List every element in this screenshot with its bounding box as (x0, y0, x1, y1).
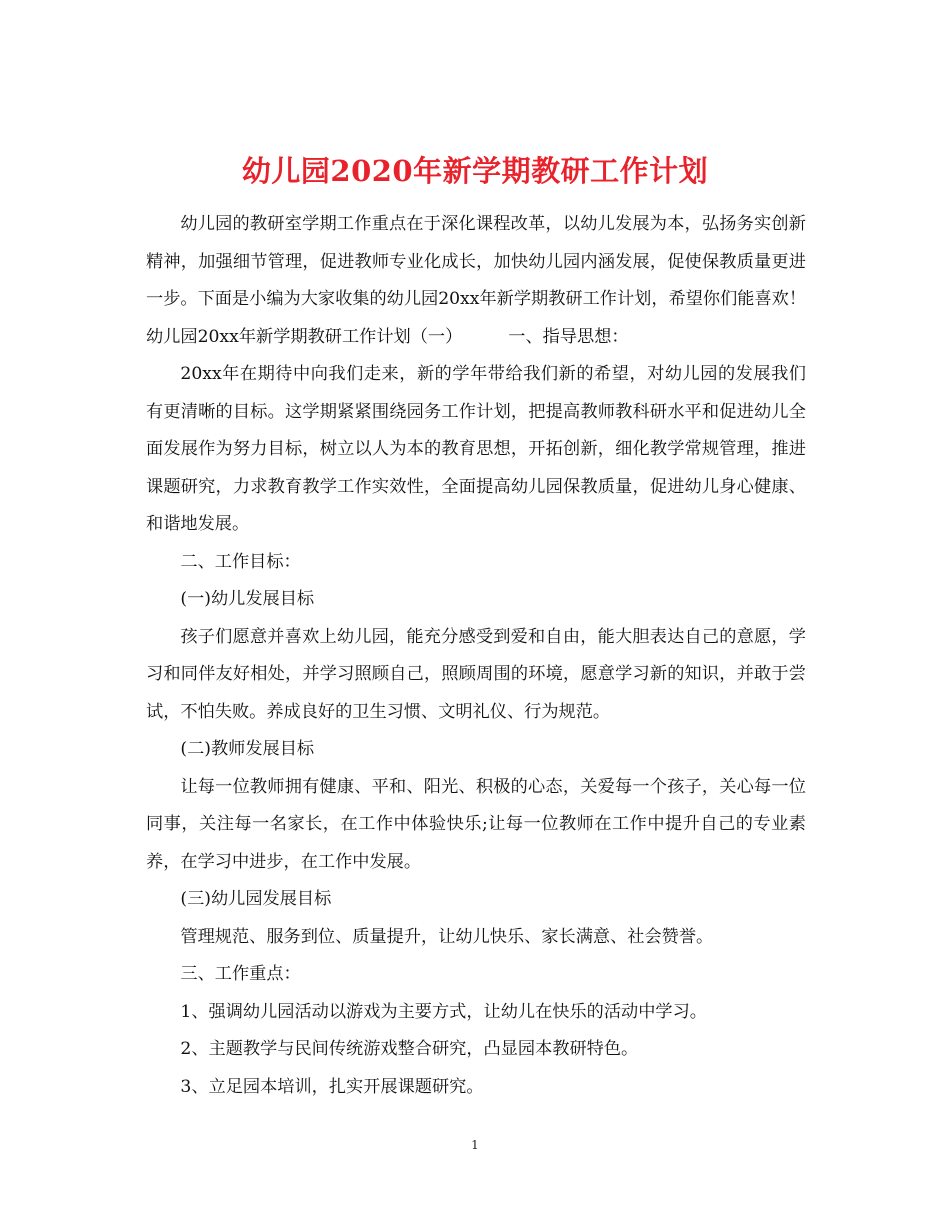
goal3-heading: (三)幼儿园发展目标 (180, 889, 332, 909)
focus-item-2: 2、主题教学与民间传统游戏整合研究，凸显园本教研特色。 (180, 1039, 639, 1059)
goal2-body: 让每一位教师拥有健康、平和、阳光、积极的心态，关爱每一个孩子，关心每一位同事，关注每一名家长，在工作中体验快乐;让每一位教师在工作中提升自己的专业素养，在学习中进步，在工作中发展。 (146, 776, 806, 872)
section1-body: 20xx年在期待中向我们走来，新的学年带给我们新的希望，对幼儿园的发展我们有更清晰的目标。这学期紧紧围绕园务工作计划，把提高教师教科研水平和促进幼儿全面发展作为努力目标，树立以人为本的教育思想，开拓创新，细化教学常规管理，推进课题研究，力求教育教学工作实效性，全面提高幼儿园保教质量，促进幼儿身心健康、和谐地发展。 (146, 364, 806, 534)
plan-heading: 幼儿园20xx年新学期教研工作计划（一） (146, 326, 463, 347)
goal1-body: 孩子们愿意并喜欢上幼儿园，能充分感受到爱和自由，能大胆表达自己的意愿，学习和同伴友好相处，并学习照顾自己，照顾周围的环境，愿意学习新的知识，并敢于尝试，不怕失败。养成良好的卫生习惯、文明礼仪、行为规范。 (146, 626, 806, 722)
goal2-heading: (二)教师发展目标 (180, 739, 315, 759)
section2-heading: 二、工作目标： (180, 551, 301, 572)
intro-paragraph: 幼儿园的教研室学期工作重点在于深化课程改革，以幼儿发展为本，弘扬务实创新精神，加强细节管理，促进教师专业化成长，加快幼儿园内涵发展，促使保教质量更进一步。下面是小编为大家收集的幼儿园20xx年新学期教研工作计划，希望你们能喜欢！ (146, 214, 807, 309)
goal1-heading: (一)幼儿发展目标 (180, 589, 315, 609)
focus-item-1: 1、强调幼儿园活动以游戏为主要方式，让幼儿在快乐的活动中学习。 (180, 1001, 707, 1022)
section3-heading: 三、工作重点： (180, 964, 301, 984)
focus-item-3: 3、立足园本培训，扎实开展课题研究。 (180, 1076, 484, 1097)
section1-heading: 一、指导思想： (508, 326, 629, 347)
document-body (146, 206, 806, 1106)
page-number: 1 (471, 1138, 479, 1152)
plan-heading-line (146, 319, 806, 357)
goal3-body: 管理规范、服务到位、质量提升，让幼儿快乐、家长满意、社会赞誉。 (180, 926, 714, 947)
page-title: 幼儿园2020年新学期教研工作计划 (241, 154, 709, 189)
